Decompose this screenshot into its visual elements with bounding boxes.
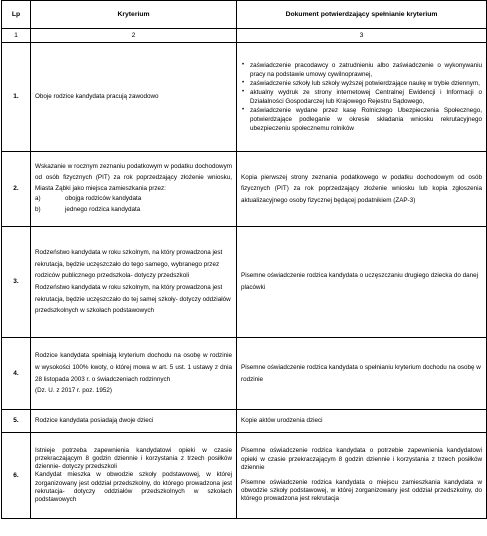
document-cell — [237, 433, 487, 519]
list-item: • zaświadczenie pracodawcy o zatrudnieniu albo zaświadczenie o wykonywaniu pracy na podstawie umowy cywilnoprawnej, — [250, 61, 482, 79]
row-number: 3. — [2, 227, 31, 338]
header-document: Dokument potwierdzający spełnianie kryterium — [237, 1, 487, 29]
table-row — [2, 433, 487, 519]
criterion-reference: (Dz. U. z 2017 r. poz. 1952) — [35, 387, 112, 395]
criterion-cell — [31, 152, 237, 227]
list-item: • zaświadczenie wydane przez kasę Rolniczego Ubezpieczenia Społecznego, potwierdzające podleganie w okresie składania wniosku rekrutacyjnego ubezpieczeniu społecznemu rolników — [250, 106, 482, 133]
criterion-text-school: Rodzeństwo kandydata w roku szkolnym, na który prowadzona jest rekrutacja, będzie uczęszczało do tej samej szkoły- dotyczy oddziałów przedszkolnych w szkołach podstawowych — [35, 284, 231, 315]
document-cell: Pisemne oświadczenie rodzica kandydata o spełnianiu kryterium dochodu na osobę w rodzinie — [237, 338, 487, 410]
row-number: 6. — [2, 433, 31, 519]
document-list — [241, 61, 482, 134]
criterion-cell — [31, 227, 237, 338]
sub-item-letter: b) — [35, 206, 41, 214]
list-item: • zaświadczenie szkoły lub szkoły wyższej potwierdzające naukę w trybie dziennym, — [250, 79, 482, 88]
criterion-cell — [31, 433, 237, 519]
sub-item — [35, 194, 232, 205]
table-row — [2, 227, 487, 338]
sub-item-letter: a) — [35, 195, 41, 203]
document-cell: Kopia pierwszej strony zeznania podatkowego w podatku dochodowym od osób fizycznych (PIT) za rok poprzedzający złożenie wniosku lub kopia zgłoszenia aktualizacyjnego osoby fizycznej będącej podatnikiem (ZAP-3) — [237, 152, 487, 227]
table-row — [2, 338, 487, 410]
table-row — [2, 410, 487, 433]
sub-item — [35, 205, 232, 216]
criterion-cell: Oboje rodzice kandydata pracują zawodowo — [31, 43, 237, 152]
criterion-text-school: Kandydat mieszka w obwodzie szkoły podstawowej, w której zorganizowany jest oddział przedszkolny, do którego prowadzona jest rekrutacja- dotyczy oddziałów przedszkolnych w szkołach podstawowych — [35, 471, 232, 503]
numbering-2: 2 — [31, 29, 237, 43]
criterion-text: Wskazanie w rocznym zeznaniu podatkowym w podatku dochodowym od osób fizycznych (PIT) za rok poprzedzający złożenie wniosku, Miasta Ząbki jako miejsca zamieszkania przez: — [35, 163, 232, 192]
criteria-table — [1, 0, 487, 519]
numbering-1: 1 — [2, 29, 31, 43]
document-text-preschool: Pisemne oświadczenie rodzica kandydata o potrzebie zapewnienia kandydatowi opieki w czasie przekraczającym 8 godzin dziennie i korzystania z trzech posiłków dziennie — [241, 447, 482, 471]
criterion-cell: Rodzice kandydata posiadają dwoje dzieci — [31, 410, 237, 433]
criterion-text-preschool: Istnieje potrzeba zapewnienia kandydatowi opieki w czasie przekraczającym 8 godzin dziennie i korzystania z trzech posiłków dziennie- dotyczy przedszkoli — [35, 446, 232, 471]
row-number: 1. — [2, 43, 31, 152]
document-cell: Kopie aktów urodzenia dzieci — [237, 410, 487, 433]
list-item: • aktualny wydruk ze strony internetowej Centralnej Ewidencji i Informacji o Działalności Gospodarczej lub Krajowego Rejestru Sądowego, — [250, 88, 482, 106]
document-text-school: Pisemne oświadczenie rodzica kandydata o miejscu zamieszkania kandydata w obwodzie szkoły podstawowej, w której zorganizowany jest oddział przedszkolny, do którego prowadzona jest rekrutacja — [241, 479, 482, 503]
sub-item-text: jednego rodzica kandydata — [65, 206, 141, 214]
header-row — [2, 1, 487, 29]
criterion-text-preschool: Rodzeństwo kandydata w roku szkolnym, na który prowadzona jest rekrutacja, będzie uczęszczało do tego samego, wybranego przez rodziców publicznego przedszkola- dotyczy przedszkoli — [35, 249, 223, 280]
sub-item-text: obojga rodziców kandydata — [65, 195, 142, 203]
header-criterion: Kryterium — [31, 1, 237, 29]
table-row — [2, 152, 487, 227]
criterion-cell — [31, 338, 237, 410]
row-number: 4. — [2, 338, 31, 410]
document-cell — [237, 43, 487, 152]
numbering-3: 3 — [237, 29, 487, 43]
criterion-text: Rodzice kandydata spełniają kryterium dochodu na osobę w rodzinie w wysokości 100% kwoty, o której mowa w art. 5 ust. 1 ustawy z dnia 28 listopada 2003 r. o świadczeniach rodzinnych — [35, 352, 232, 383]
row-number: 5. — [2, 410, 31, 433]
table-row — [2, 43, 487, 152]
numbering-row — [2, 29, 487, 43]
row-number: 2. — [2, 152, 31, 227]
header-lp: Lp — [2, 1, 31, 29]
document-cell: Pisemne oświadczenie rodzica kandydata o uczęszczaniu drugiego dziecka do danej placówki — [237, 227, 487, 338]
